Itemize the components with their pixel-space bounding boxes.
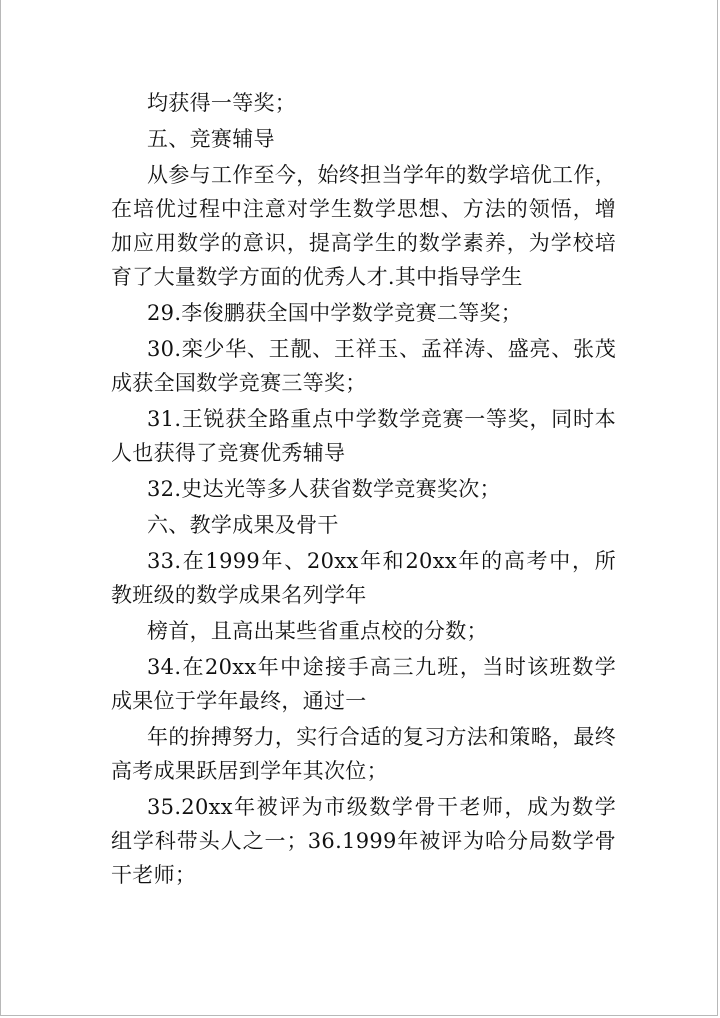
paragraph-12: 年的拚搏努力，实行合适的复习方法和策略，最终高考成果跃居到学年其次位； xyxy=(111,725,616,783)
document-body xyxy=(111,86,616,894)
paragraph-11: 34.在20xx年中途接手高三九班，当时该班数学成果位于学年最终，通过一 xyxy=(111,655,616,713)
paragraph-10: 榜首，且高出某些省重点校的分数； xyxy=(147,619,488,643)
section-heading-teaching: 六、教学成果及骨干 xyxy=(147,513,339,537)
paragraph-9: 33.在1999年、20xx年和20xx年的高考中，所教班级的数学成果名列学年 xyxy=(111,549,616,607)
paragraph-3: 从参与工作至今，始终担当学年的数学培优工作，在培优过程中注意对学生数学思想、方法的领悟，增加应用数学的意识，提高学生的数学素养，为学校培育了大量数学方面的优秀人才.其中指导学生 xyxy=(111,163,616,289)
paragraph-4: 29.李俊鹏获全国中学数学竞赛二等奖； xyxy=(147,301,523,325)
paragraph-7: 32.史达光等多人获省数学竞赛奖次； xyxy=(147,477,501,501)
paragraph-1: 均获得一等奖； xyxy=(147,91,297,115)
section-heading-competition: 五、竞赛辅导 xyxy=(147,127,275,151)
paragraph-5: 30.栾少华、王靓、王祥玉、孟祥涛、盛亮、张茂成获全国数学竞赛三等奖； xyxy=(111,337,616,395)
paragraph-6: 31.王锐获全路重点中学数学竞赛一等奖，同时本人也获得了竞赛优秀辅导 xyxy=(111,407,616,465)
paragraph-13: 35.20xx年被评为市级数学骨干老师，成为数学组学科带头人之一；36.1999年被评为哈分局数学骨干老师； xyxy=(111,795,616,887)
